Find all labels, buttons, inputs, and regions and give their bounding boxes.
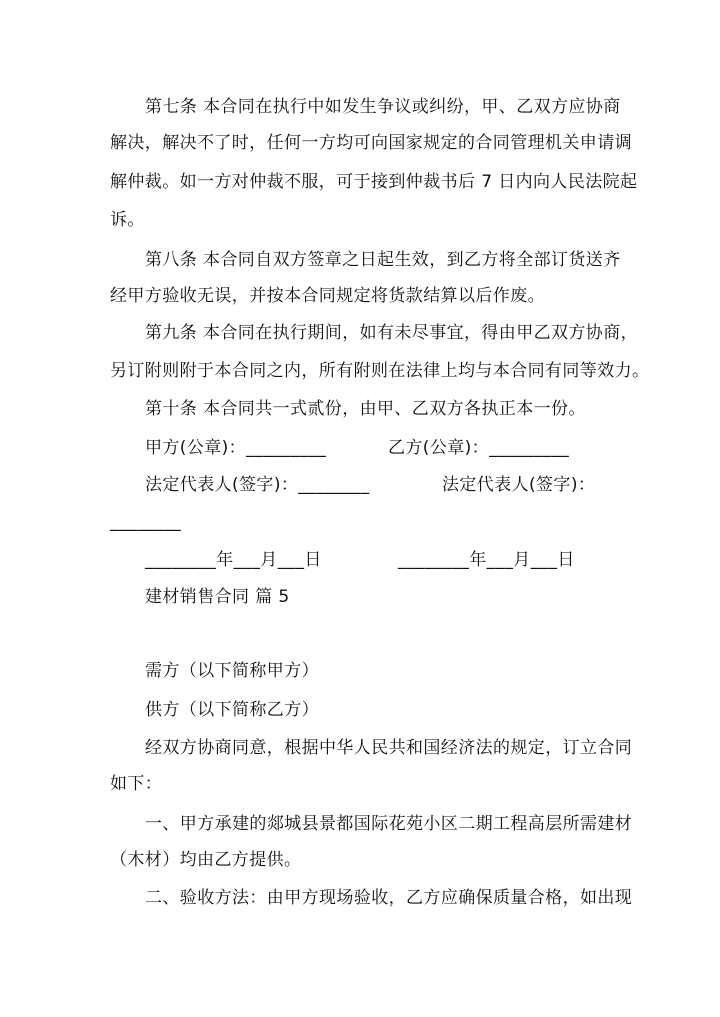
date-party-b: ________年___月___日 xyxy=(398,550,575,570)
article7-line-1: 第七条 本合同在执行中如发生争议或纠纷，甲、乙双方应协商 xyxy=(145,97,621,117)
party-a-seal: 甲方(公章)：_________ xyxy=(145,438,327,458)
section-title: 建材销售合同 篇 5 xyxy=(145,587,290,607)
article7-line-3: 解仲裁。如一方对仲裁不服，可于接到仲裁书后 7 日内向人民法院起 xyxy=(110,172,638,192)
date-party-a: ________年___月___日 xyxy=(145,550,322,570)
supplier-line: 供方（以下简称乙方） xyxy=(145,700,319,720)
article8-line-2: 经甲方验收无误，并按本合同规定将货款结算以后作废。 xyxy=(110,286,545,306)
article9-line-1: 第九条 本合同在执行期间，如有未尽事宜，得由甲乙双方协商， xyxy=(145,323,639,343)
clause2-line-1: 二、验收方法：由甲方现场验收，乙方应确保质量合格，如出现 xyxy=(145,888,633,908)
party-b-seal: 乙方(公章)：_________ xyxy=(388,438,570,458)
article7-line-2: 解决，解决不了时，任何一方均可向国家规定的合同管理机关申请调 xyxy=(110,133,632,153)
article10-line: 第十条 本合同共一式贰份，由甲、乙双方各执正本一份。 xyxy=(145,399,586,419)
party-b-representative: 法定代表人(签字)： xyxy=(442,475,596,495)
article7-line-4: 诉。 xyxy=(110,210,145,230)
party-b-representative-blank: ________ xyxy=(110,512,182,532)
clause1-line-2: （木材）均由乙方提供。 xyxy=(110,850,302,870)
clause1-line-1: 一、甲方承建的郯城县景都国际花苑小区二期工程高层所需建材 xyxy=(145,814,633,834)
article9-line-2: 另订附则附于本合同之内，所有附则在法律上均与本合同有同等效力。 xyxy=(110,361,650,381)
intro-line-1: 经双方协商同意，根据中华人民共和国经济法的规定，订立合同 xyxy=(145,738,633,758)
intro-line-2: 如下： xyxy=(110,774,163,794)
buyer-line: 需方（以下简称甲方） xyxy=(145,661,319,681)
article8-line-1: 第八条 本合同自双方签章之日起生效，到乙方将全部订货送齐 xyxy=(145,250,621,270)
party-a-representative: 法定代表人(签字)：________ xyxy=(145,475,370,495)
